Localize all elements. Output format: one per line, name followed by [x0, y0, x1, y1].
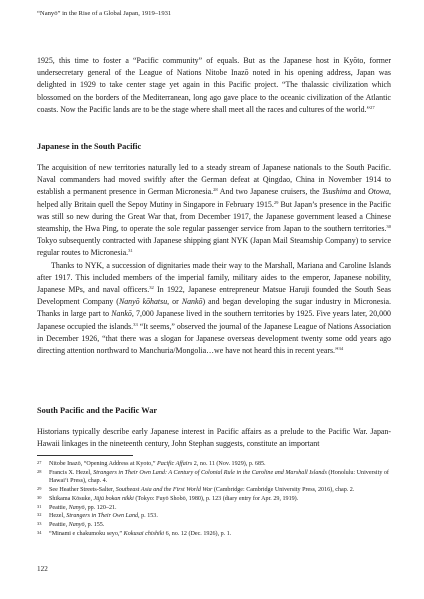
footnote-text: Peattie, Nanyō, p. 155.: [49, 521, 105, 528]
footnote-ref[interactable]: 33: [133, 321, 138, 327]
section-heading: South Pacific and the Pacific War: [37, 406, 158, 415]
footnote-number: 29: [37, 486, 42, 492]
body-text-block-3: [37, 426, 391, 450]
footnote-number: 31: [37, 503, 42, 509]
footnotes: [37, 460, 391, 538]
footnote-number: 33: [37, 520, 42, 526]
footnote-text: Hezel, Strangers in Their Own Land, p. 153.: [49, 513, 158, 520]
footnote-ref[interactable]: 28: [213, 187, 218, 193]
footnote-ref[interactable]: 32: [149, 285, 154, 291]
footnote-text: See Heather Streets-Salter, Southeast Asia and the First World War (Cambridge: Cambridge University Press, 2016), chap. 2.: [49, 487, 355, 494]
footnote-item: [37, 504, 391, 513]
footnote-text: Shikama Kōsuke, Jūjū bokan nikki (Tokyo: Fuyō Shobō, 1980), p. 123 (diary entry for Apr. 29, 1919).: [49, 495, 299, 502]
footnote-number: 27: [37, 460, 42, 465]
footnote-ref[interactable]: 31: [128, 248, 133, 254]
footnote-number: 28: [37, 468, 42, 474]
section-heading: Japanese in the South Pacific: [37, 142, 142, 151]
footnote-text: Nitobe Inazō, “Opening Address at Kyoto,” Pacific Affairs 2, no. 11 (Nov. 1929), p. 685.: [49, 461, 266, 467]
footnote-number: 30: [37, 494, 42, 500]
footnote-number: 34: [37, 529, 42, 535]
footnote-item: [37, 495, 391, 504]
paragraph-1: 1925, this time to foster a “Pacific community” of equals. But as the Japanese host in Kyōto, former undersecretary general of the League of Nations Nitobe Inazō noted in his opening address, Japan was delighted in 1929 to take center stage yet again in this Pacific project. “The thalassic civilization which blossomed on the borders of the Mediterranean, long ago gave place to the oceanic civilization of the Atlantic coasts. Now the Pacific lands are to be the stage where shall meet all the races and cultures of the world.”$^{27}$: [37, 56, 391, 114]
page-number: 122: [37, 565, 48, 573]
running-head: “Nanyō” in the Rise of a Global Japan, 1919–1931: [37, 10, 172, 17]
footnote-text: Francis X. Hezel, Strangers in Their Own Land: A Century of Colonial Rule in the Caroline and Marshall Islands (Honolulu: University of Hawai‘i Press), chap. 4.: [49, 469, 389, 485]
footnote-number: 32: [37, 512, 42, 518]
footnote-item: [37, 469, 391, 486]
footnote-item: [37, 530, 391, 539]
paragraph-2: The acquisition of new territories naturally led to a steady stream of Japanese nationals to the South Pacific. Naval commanders had moved swiftly after the German defeat at Qingdao, China in November 1914 to establish a permanent presence in German Micronesia.$^{28}$ And two Japanese cruisers, the Tsushima and Otowa, helped ally Britain quell the Sepoy Mutiny in Singapore in February 1915.29 But Japan’s presence in the Pacific was still so new during the Great War that, from December 1917, the Japanese government leased a Chinese steamship, the Hwa Ping, to operate the sole regular passenger service from Japan to the southern territories.$^{30}$ Tokyo subsequently contracted with Japanese shipping giant NYK (Japan Mail Steamship Company) to service regular routes to Micronesia.$^{31}$: [37, 163, 391, 258]
paragraph-3: Thanks to NYK, a succession of dignitaries made their way to the Marshall, Mariana and Caroline Islands after 1917. This included members of the imperial family, military aides to the emperor, Japanese nobility, Japanese MPs, and naval officers.$^{32}$ In 1922, Japanese entrepreneur Matsue Haruji founded the South Seas Development Company (Nanyō kōhatsu, or Nankō) and began developing the sugar industry in Micronesia. Thanks in large part to Nankō, 7,000 Japanese lived in the southern territories by 1925. Five years later, 20,000 Japanese occupied the islands.$^{33}$ “It seems,” observed the journal of the Japanese League of Nations Association in December 1926, “that there was a slogan for Japanese overseas development twenty some odd years ago directing attention northward to Manchuria/Mongolia…we have not heard this in recent years.”$^{34}$: [37, 260, 392, 356]
footnote-divider: [37, 455, 133, 456]
footnote-ref[interactable]: 29: [273, 199, 279, 205]
section-heading-pacific-war: [37, 405, 391, 417]
footnote-ref[interactable]: 30: [386, 224, 391, 230]
footnote-ref[interactable]: 34: [338, 346, 344, 352]
footnote-text: Peattie, Nanyō, pp. 120–21.: [49, 504, 117, 511]
section-heading-south-pacific: [37, 141, 391, 153]
body-text-block-2: [37, 162, 391, 357]
paragraph-4: Historians typically describe early Japanese interest in Pacific affairs as a prelude to the Pacific War. Japan-Hawaii linkages in the nineteenth century, John Stephan suggests, constitute an important: [37, 427, 391, 449]
footnote-item: [37, 460, 391, 469]
footnote-text: “Minami e chakumoku seyo,” Kokusai chishiki 6, no. 12 (Dec. 1926), p. 1.: [49, 530, 232, 537]
footnote-item: [37, 521, 391, 530]
body-text-block-1: [37, 55, 391, 116]
footnote-item: [37, 486, 391, 495]
footnote-item: [37, 512, 391, 521]
footnote-ref[interactable]: 27: [370, 104, 375, 110]
